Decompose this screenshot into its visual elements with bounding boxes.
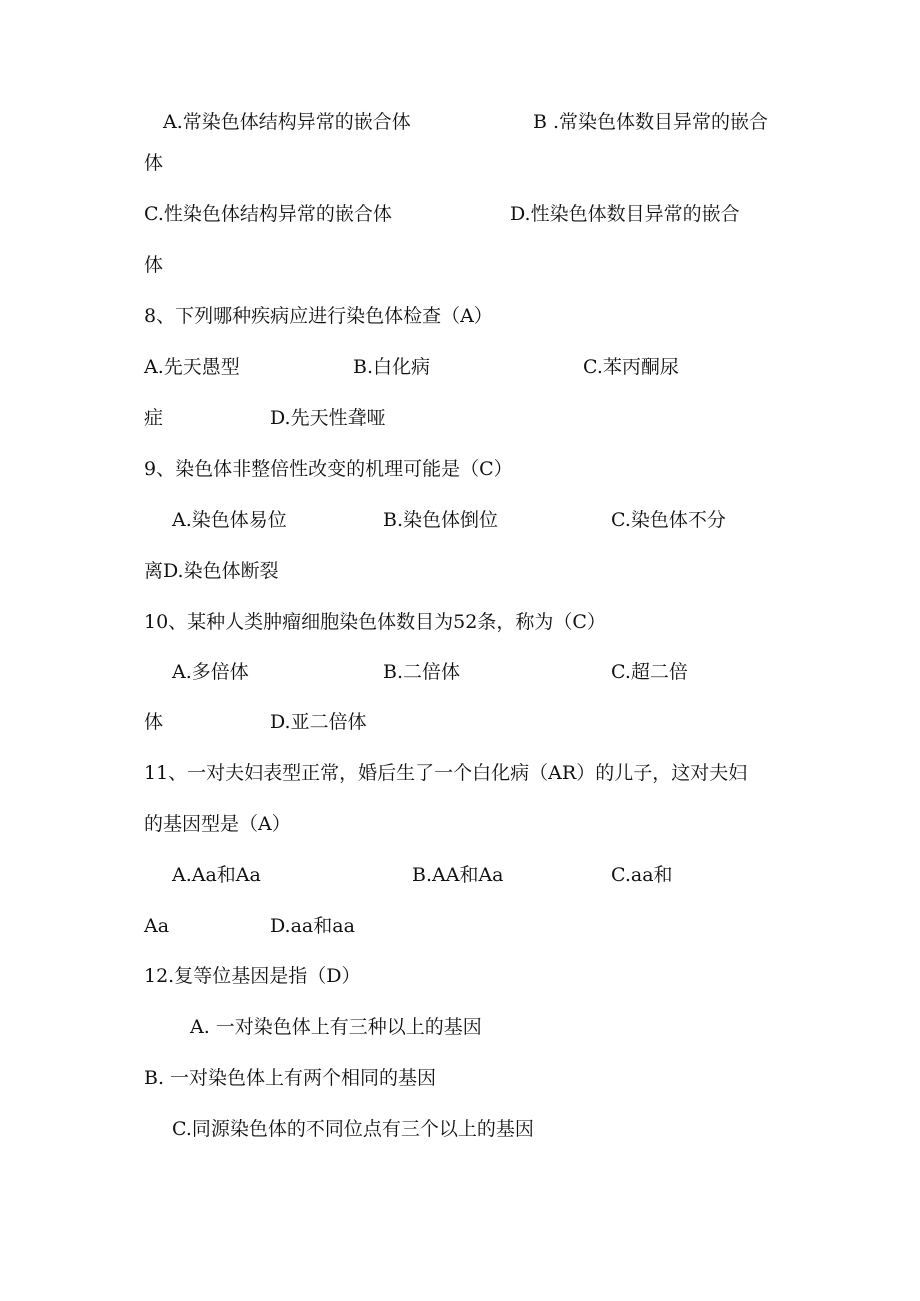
- q8-option-c: C.苯丙酮尿: [583, 356, 679, 378]
- q10-option-b: B.二倍体: [383, 661, 461, 683]
- q12-option-b: B. 一对染色体上有两个相同的基因: [144, 1067, 437, 1089]
- q12-option-c: C.同源染色体的不同位点有三个以上的基因: [172, 1118, 534, 1140]
- q9-option-c: C.染色体不分: [611, 509, 726, 531]
- q11-option-b: B.AA和Aa: [412, 864, 504, 886]
- q7-option-b-continued: 体: [144, 152, 164, 174]
- q11-option-c-continued: Aa: [144, 915, 170, 937]
- q8-option-a: A.先天愚型: [144, 356, 240, 378]
- q12-stem: 12.复等位基因是指（D）: [144, 965, 361, 987]
- q10-option-a: A.多倍体: [172, 661, 249, 683]
- q7-option-b: B .常染色体数目异常的嵌合: [533, 111, 769, 133]
- q10-option-c-continued: 体: [144, 711, 164, 733]
- q10-option-d: D.亚二倍体: [270, 711, 367, 733]
- q9-option-b: B.染色体倒位: [383, 509, 499, 531]
- q11-stem-line2: 的基因型是（A）: [144, 813, 291, 835]
- q8-option-b: B.白化病: [353, 356, 431, 378]
- q8-stem: 8、下列哪种疾病应进行染色体检查（A）: [144, 305, 493, 327]
- q7-option-d: D.性染色体数目异常的嵌合: [510, 203, 740, 225]
- q9-option-c-continued-and-d: 离D.染色体断裂: [144, 560, 279, 582]
- q11-option-d: D.aa和aa: [270, 915, 355, 937]
- q8-option-d: D.先天性聋哑: [270, 407, 386, 429]
- q11-option-c: C.aa和: [611, 864, 673, 886]
- q11-stem-line1: 11、一对夫妇表型正常，婚后生了一个白化病（AR）的儿子，这对夫妇: [144, 762, 748, 784]
- q10-option-c: C.超二倍: [611, 661, 688, 683]
- q9-option-a: A.染色体易位: [172, 509, 287, 531]
- q11-option-a: A.Aa和Aa: [172, 864, 261, 886]
- q7-option-c: C.性染色体结构异常的嵌合体: [144, 203, 392, 225]
- q8-option-c-continued: 症: [144, 407, 164, 429]
- q7-option-d-continued: 体: [144, 254, 164, 276]
- q9-stem: 9、染色体非整倍性改变的机理可能是（C）: [144, 458, 513, 480]
- q10-stem: 10、某种人类肿瘤细胞染色体数目为52条，称为（C）: [144, 611, 606, 633]
- q7-option-a: A.常染色体结构异常的嵌合体: [163, 111, 411, 133]
- q12-option-a: A. 一对染色体上有三种以上的基因: [190, 1016, 482, 1038]
